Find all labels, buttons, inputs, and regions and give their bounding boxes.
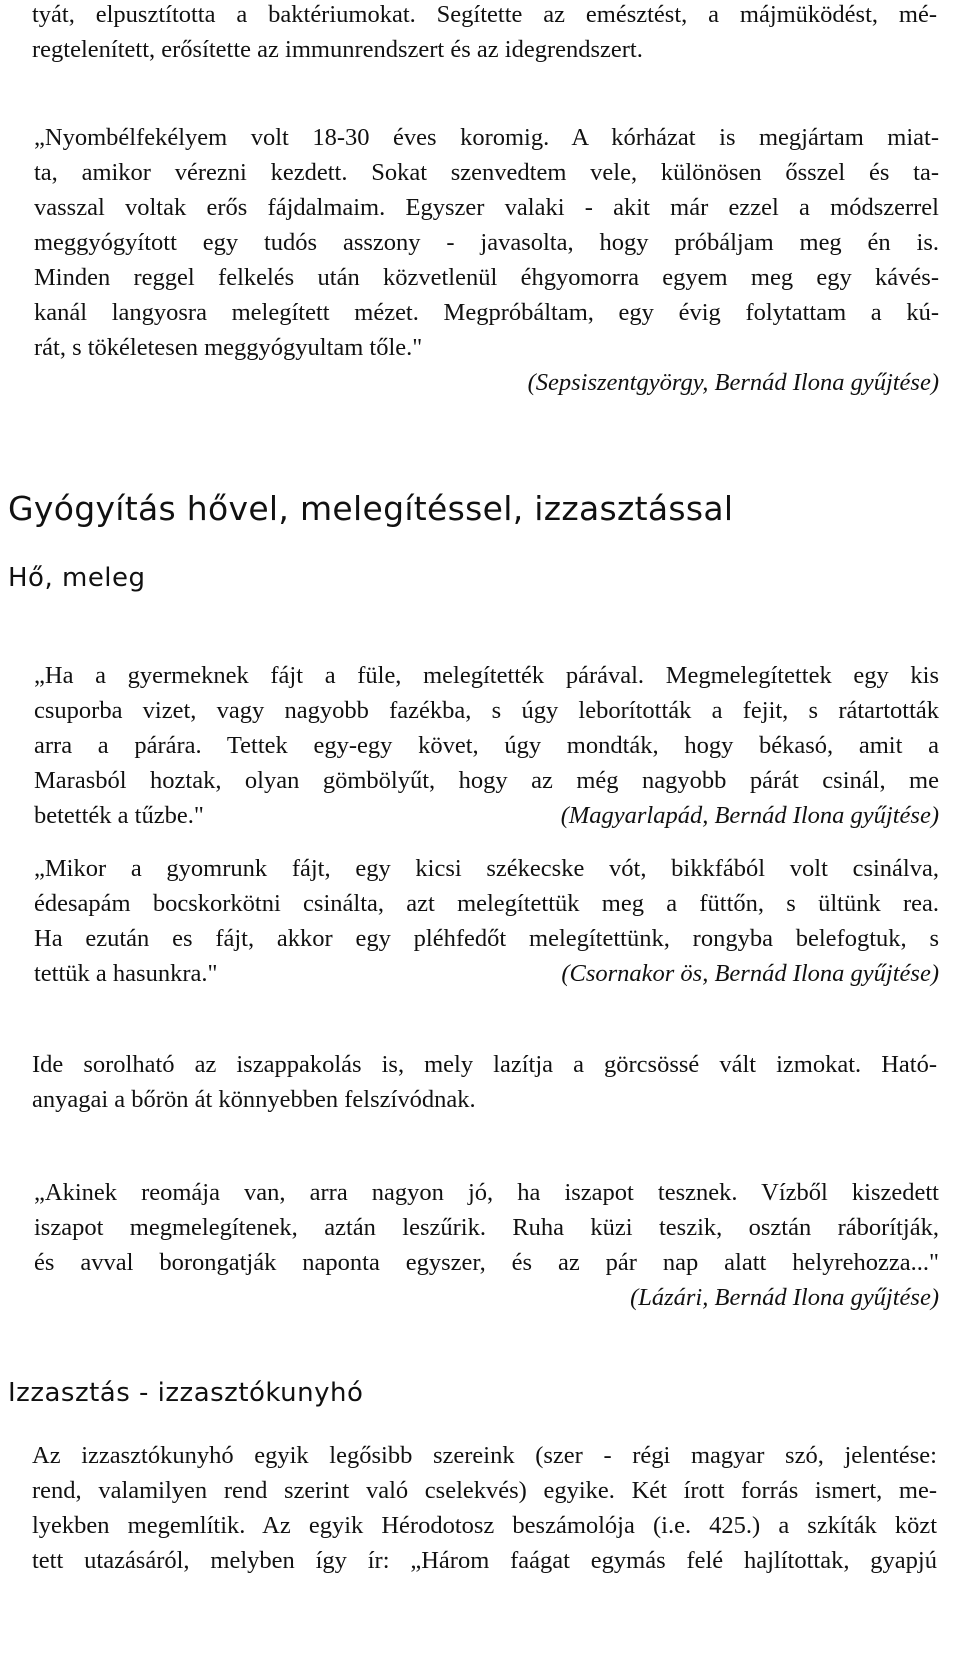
text-line: ta, amikor vérezni kezdett. Sokat szenvedtem vele, különösen ősszel és ta- (34, 159, 939, 186)
subsection-heading: Hő, meleg (8, 563, 146, 593)
quote-source: (Magyarlapád, Bernád Ilona gyűjtése) (560, 802, 939, 829)
text-line: „Nyombélfekélyem volt 18-30 éves koromig. A kórházat is megjártam miat- (34, 124, 939, 151)
text-line: Ha ezután es fájt, akkor egy pléhfedőt melegítettünk, rongyba belefogtuk, s (34, 925, 939, 952)
text-line: kanál langyosra melegített mézet. Megpróbáltam, egy évig folytattam a kú- (34, 299, 939, 326)
quote-gyomor (34, 851, 939, 991)
text-line: vasszal voltak erős fájdalmaim. Egyszer valaki - akit már ezzel a módszerrel (34, 194, 939, 221)
text-line: meggyógyított egy tudós asszony - javasolta, hogy próbáljam meg én is. (34, 229, 939, 256)
quote-nyombelfekely (34, 120, 939, 400)
subsection-heading: Izzasztás - izzasztókunyhó (8, 1378, 364, 1408)
text-line: regtelenített, erősítette az immunrendszert és az idegrendszert. (32, 36, 643, 63)
text-line: Minden reggel felkelés után közvetlenül éhgyomorra egyem meg egy kávés- (34, 264, 939, 291)
paragraph-iszap (32, 1047, 937, 1117)
text-line: „Akinek reomája van, arra nagyon jó, ha iszapot tesznek. Vízből kiszedett (34, 1179, 939, 1206)
paragraph-izzasztokunyho (32, 1438, 937, 1578)
section-heading: Gyógyítás hővel, melegítéssel, izzasztással (8, 489, 734, 528)
text-line: csuporba vizet, vagy nagyobb fazékba, s úgy leborították a fejit, s rátartották (34, 697, 939, 724)
quote-source: (Sepsiszentgyörgy, Bernád Ilona gyűjtése) (527, 369, 939, 396)
text-line: lyekben megemlítik. Az egyik Hérodotosz beszámolója (i.e. 425.) a szkíták közt (32, 1512, 937, 1539)
text-line: Az izzasztókunyhó egyik legősibb szereink (szer - régi magyar szó, jelentése: (32, 1442, 937, 1469)
text-line-end: tettük a hasunkra." (34, 960, 218, 987)
text-line: rend, valamilyen rend szerint való cselekvés) egyike. Két írott forrás ismert, me- (32, 1477, 937, 1504)
text-line: „Mikor a gyomrunk fájt, egy kicsi székecske vót, bikkfából volt csinálva, (34, 855, 939, 882)
text-line: „Ha a gyermeknek fájt a füle, melegítették párával. Megmelegítettek egy kis (34, 662, 939, 689)
text-line (34, 798, 939, 833)
text-line: iszapot megmelegítenek, aztán leszűrik. Ruha küzi teszik, osztán ráborítják, (34, 1214, 939, 1241)
text-line (34, 956, 939, 991)
text-line: Ide sorolható az iszappakolás is, mely lazítja a görcsössé vált izmokat. Ható- (32, 1051, 937, 1078)
text-line: tyát, elpusztította a baktériumokat. Segítette az emésztést, a májmüködést, mé- (32, 1, 937, 28)
text-line: arra a párára. Tettek egy-egy követ, úgy mondták, hogy békasó, amit a (34, 732, 939, 759)
text-line-end: betették a tűzbe." (34, 802, 204, 829)
text-line: anyagai a bőrön át könnyebben felszívódnak. (32, 1086, 476, 1113)
quote-source: (Csornakor ös, Bernád Ilona gyűjtése) (561, 960, 939, 987)
text-line: és avval borongatják naponta egyszer, és az pár nap alatt helyrehozza..." (34, 1249, 939, 1276)
text-line: édesapám bocskorkötni csinálta, azt melegítettük meg a füttőn, s ültünk rea. (34, 890, 939, 917)
quote-source: (Lázári, Bernád Ilona gyűjtése) (630, 1284, 939, 1311)
quote-ful (34, 658, 939, 833)
text-line: Marasból hoztak, olyan gömbölyűt, hogy az még nagyobb párát csinál, me (34, 767, 939, 794)
intro-paragraph (32, 0, 937, 67)
text-line: tett utazásáról, melyben így ír: „Három faágat egymás felé hajlítottak, gyapjú (32, 1547, 937, 1574)
text-line: rát, s tökéletesen meggyógyultam tőle." (34, 334, 423, 361)
quote-reoma (34, 1175, 939, 1315)
